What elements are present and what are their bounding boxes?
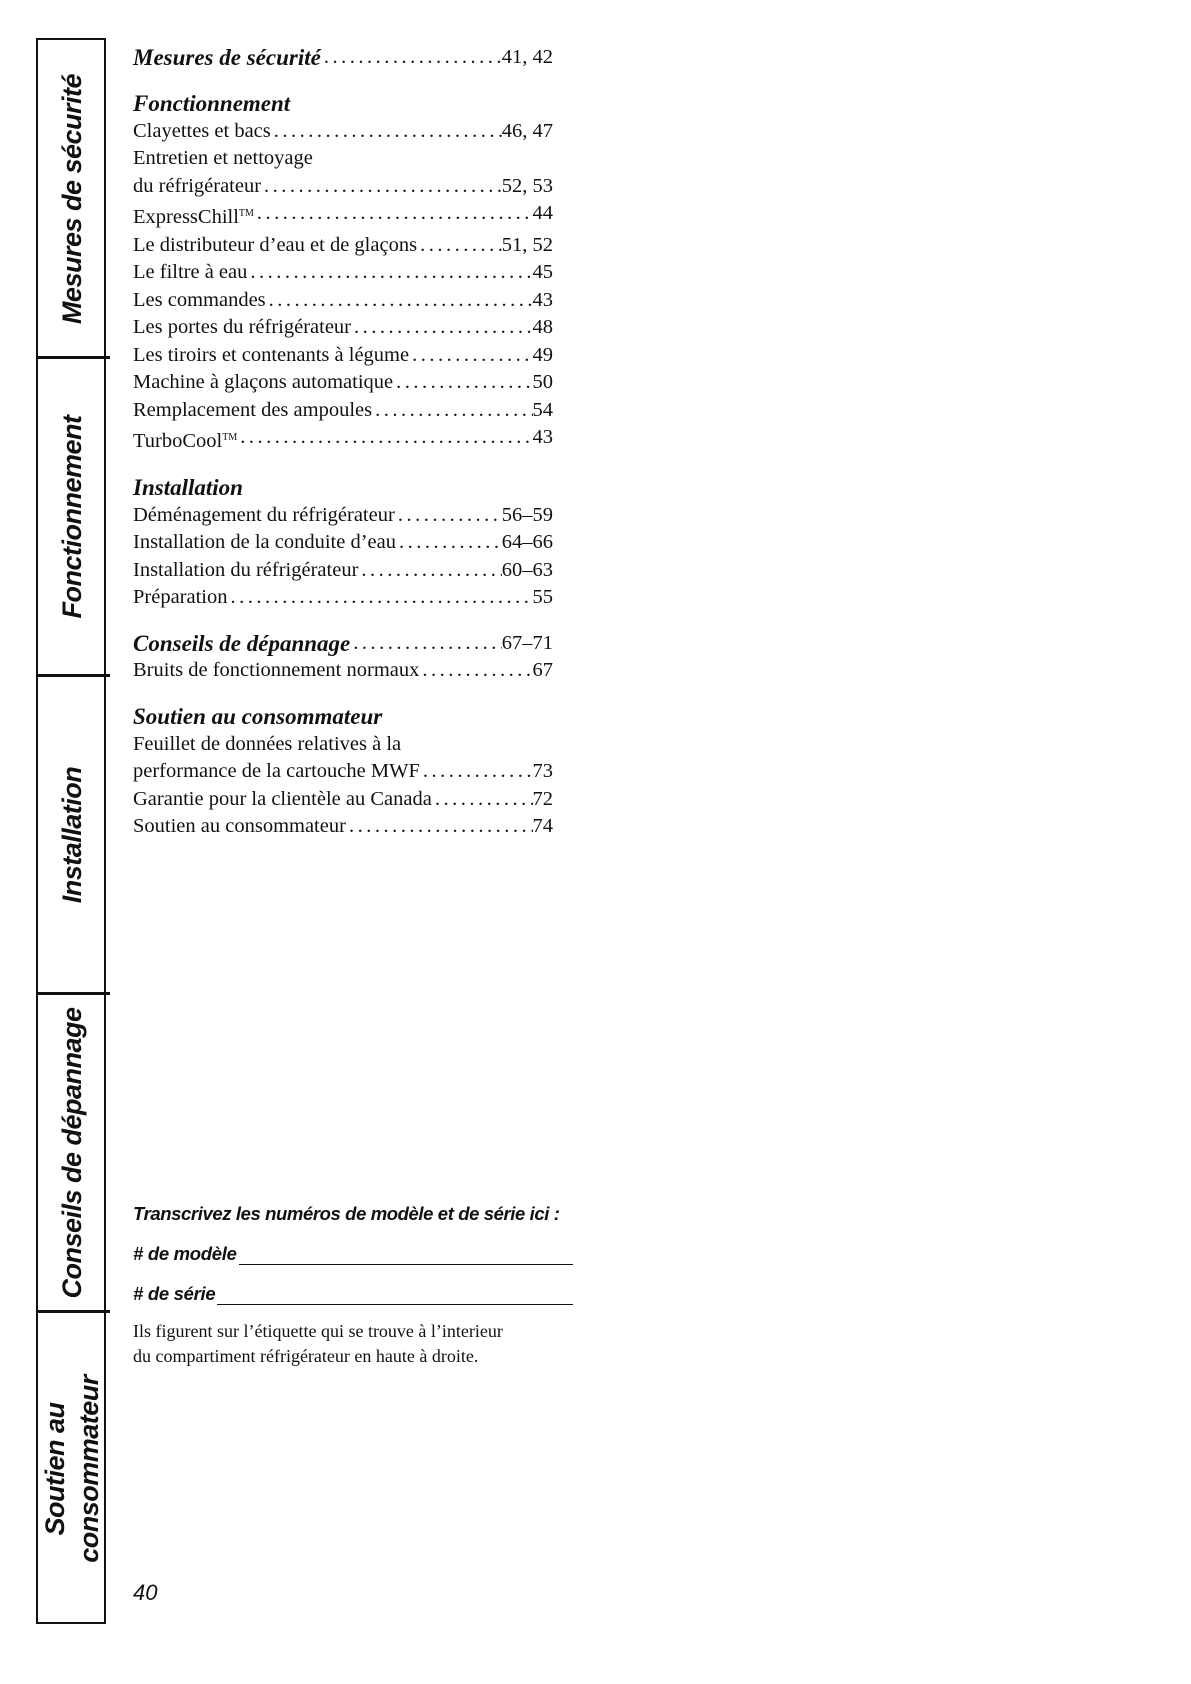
tab-support-label-line2: consommateur <box>74 1375 104 1563</box>
toc-entry[interactable]: Le distributeur d’eau et de glaçons ..... 51, 52 <box>133 232 553 260</box>
model-number-field[interactable] <box>239 1246 573 1265</box>
toc-entry[interactable]: Soutien au consommateur ..... 74 <box>133 813 553 841</box>
toc-entry[interactable]: Installation de la conduite d’eau ..... 64–66 <box>133 529 553 557</box>
tab-operation-label: Fonctionnement <box>57 415 87 619</box>
toc-entry[interactable]: Les tiroirs et contenants à légume ..... 49 <box>133 342 553 370</box>
toc-entry-troubleshooting[interactable]: Conseils de dépannage ..... 67–71 <box>133 630 553 658</box>
toc-section-operation: Fonctionnement <box>133 90 291 116</box>
toc-entry[interactable]: Installation du réfrigérateur ..... 60–63 <box>133 557 553 585</box>
serial-number-field[interactable] <box>217 1286 573 1305</box>
serial-number-label: # de série <box>133 1283 216 1304</box>
table-of-contents <box>133 44 553 841</box>
toc-entry[interactable]: TurboCool™ ..... 43 <box>133 424 553 456</box>
model-serial-record <box>133 1203 573 1369</box>
tab-safety[interactable] <box>38 40 106 358</box>
toc-entry[interactable]: Machine à glaçons automatique ..... 50 <box>133 369 553 397</box>
tab-troubleshooting-label: Conseils de dépannage <box>57 1007 87 1299</box>
tab-installation-label: Installation <box>57 766 87 904</box>
toc-entry[interactable]: ExpressChill™ ..... 44 <box>133 200 553 232</box>
page-number: 40 <box>133 1580 158 1605</box>
toc-entry[interactable]: Clayettes et bacs ..... 46, 47 <box>133 118 553 146</box>
toc-entry[interactable]: Les portes du réfrigérateur ..... 48 <box>133 314 553 342</box>
toc-entry[interactable]: Garantie pour la clientèle au Canada ..... 72 <box>133 786 553 814</box>
record-heading: Transcrivez les numéros de modèle et de série ici : <box>133 1203 560 1224</box>
toc-entry[interactable]: Bruits de fonctionnement normaux ..... 67 <box>133 657 553 685</box>
toc-section-support: Soutien au consommateur <box>133 703 383 729</box>
tab-installation[interactable] <box>38 676 106 994</box>
tab-operation[interactable] <box>38 358 106 676</box>
model-number-line <box>133 1243 573 1265</box>
trademark-mark: TM <box>222 432 238 443</box>
toc-entry[interactable]: Remplacement des ampoules ..... 54 <box>133 397 553 425</box>
tab-support-label <box>38 1375 106 1563</box>
toc-entry[interactable]: du réfrigérateur ..... 52, 53 <box>133 173 553 201</box>
tab-support-label-line1: Soutien au <box>40 1402 70 1536</box>
toc-entry-pages: 41, 42 <box>501 46 553 68</box>
toc-entry-line: Entretien et nettoyage <box>133 147 313 169</box>
tab-safety-label: Mesures de sécurité <box>57 73 87 325</box>
model-number-label: # de modèle <box>133 1243 237 1264</box>
toc-entry[interactable]: Le filtre à eau ..... 45 <box>133 259 553 287</box>
toc-entry-line: Feuillet de données relatives à la <box>133 732 402 755</box>
toc-entry-safety[interactable] <box>133 44 553 72</box>
tab-troubleshooting[interactable] <box>38 994 106 1312</box>
section-tabs <box>36 38 106 1624</box>
toc-section-installation: Installation <box>133 474 243 500</box>
toc-entry[interactable]: Déménagement du réfrigérateur ..... 56–59 <box>133 502 553 530</box>
tab-support[interactable] <box>38 1312 106 1626</box>
serial-number-line <box>133 1283 573 1305</box>
toc-entry[interactable]: performance de la cartouche MWF ..... 73 <box>133 758 553 786</box>
tab-strip-edge <box>104 38 106 1624</box>
record-note: Ils figurent sur l’étiquette qui se trouve à l’interieur du compartiment réfrigérateur en haute à droite. <box>133 1321 503 1366</box>
trademark-mark: TM <box>238 208 254 219</box>
toc-entry[interactable]: Préparation ..... 55 <box>133 584 553 612</box>
toc-entry[interactable]: Les commandes ..... 43 <box>133 287 553 315</box>
toc-entry-title: Mesures de sécurité <box>133 45 321 70</box>
